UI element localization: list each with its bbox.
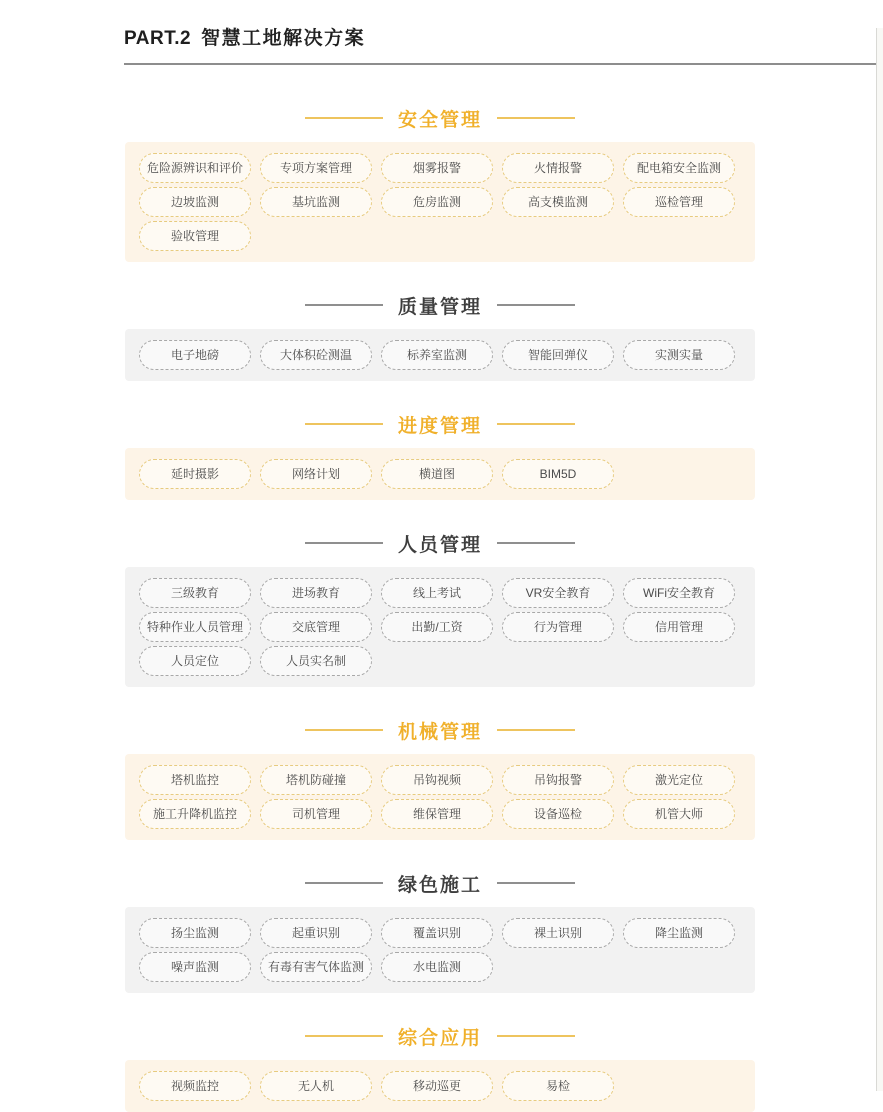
solution-tag: 无人机 xyxy=(260,1071,372,1101)
solution-tag: 线上考试 xyxy=(381,578,493,608)
solution-tag: 人员定位 xyxy=(139,646,251,676)
solution-tag: 横道图 xyxy=(381,459,493,489)
section-tags-box xyxy=(125,329,755,381)
solution-tag: 基坑监测 xyxy=(260,187,372,217)
solution-tag: 激光定位 xyxy=(623,765,735,795)
solution-tag: 吊钩报警 xyxy=(502,765,614,795)
page-edge-strip xyxy=(877,28,883,1091)
title-line-right xyxy=(497,729,575,731)
title-line-right xyxy=(497,1035,575,1037)
title-line-left xyxy=(305,423,383,425)
solution-tag: 进场教育 xyxy=(260,578,372,608)
solution-section-green-construction xyxy=(125,870,755,993)
solution-tag: 维保管理 xyxy=(381,799,493,829)
solution-section-progress xyxy=(125,411,755,500)
solution-tag: 噪声监测 xyxy=(139,952,251,982)
section-title: 质量管理 xyxy=(397,296,482,318)
section-tags-box xyxy=(125,142,755,262)
title-line-right xyxy=(497,882,575,884)
solution-tag: 延时摄影 xyxy=(139,459,251,489)
solution-section-safety xyxy=(125,105,755,262)
page-title xyxy=(124,28,876,51)
solution-tag: 大体积砼测温 xyxy=(260,340,372,370)
section-title-row xyxy=(125,105,755,132)
solution-tag: 危房监测 xyxy=(381,187,493,217)
section-title: 人员管理 xyxy=(397,534,482,556)
solution-tag: 危险源辨识和评价 xyxy=(139,153,251,183)
solution-tag: 视频监控 xyxy=(139,1071,251,1101)
solution-tag: 设备巡检 xyxy=(502,799,614,829)
document-page xyxy=(0,28,883,1094)
solution-tag: 巡检管理 xyxy=(623,187,735,217)
solution-tag: 高支模监测 xyxy=(502,187,614,217)
section-title: 绿色施工 xyxy=(397,874,482,896)
section-title-row xyxy=(125,870,755,897)
solution-tag: 机管大师 xyxy=(623,799,735,829)
solution-tag: 电子地磅 xyxy=(139,340,251,370)
solution-tag: 施工升降机监控 xyxy=(139,799,251,829)
solution-section-personnel xyxy=(125,530,755,687)
section-tags-box xyxy=(125,567,755,687)
solution-tag: 水电监测 xyxy=(381,952,493,982)
solution-tag: 吊钩视频 xyxy=(381,765,493,795)
title-line-left xyxy=(305,882,383,884)
solution-tag: 司机管理 xyxy=(260,799,372,829)
title-line-left xyxy=(305,1035,383,1037)
section-title-row xyxy=(125,292,755,319)
solution-tag: 网络计划 xyxy=(260,459,372,489)
section-tags-box xyxy=(125,754,755,840)
page-header xyxy=(124,28,876,65)
part-label: PART.2 xyxy=(124,28,192,49)
solution-tag: 交底管理 xyxy=(260,612,372,642)
section-tags-box xyxy=(125,907,755,993)
section-title-row xyxy=(125,717,755,744)
solution-section-machinery xyxy=(125,717,755,840)
section-title: 综合应用 xyxy=(397,1027,482,1049)
solution-tag: 烟雾报警 xyxy=(381,153,493,183)
solution-tag: 出勤/工资 xyxy=(381,612,493,642)
section-title: 机械管理 xyxy=(397,721,482,743)
solution-tag: 信用管理 xyxy=(623,612,735,642)
section-title-row xyxy=(125,530,755,557)
title-line-right xyxy=(497,542,575,544)
title-line-right xyxy=(497,117,575,119)
solution-section-quality xyxy=(125,292,755,381)
solution-tag: 行为管理 xyxy=(502,612,614,642)
solution-tag: 验收管理 xyxy=(139,221,251,251)
solution-tag: 降尘监测 xyxy=(623,918,735,948)
section-title: 安全管理 xyxy=(397,109,482,131)
solution-tag: 智能回弹仪 xyxy=(502,340,614,370)
section-tags-box xyxy=(125,1060,755,1112)
solution-section-applications xyxy=(125,1023,755,1112)
section-title: 进度管理 xyxy=(397,415,482,437)
solution-tag: 移动巡更 xyxy=(381,1071,493,1101)
title-line-left xyxy=(305,542,383,544)
solution-tag: 边坡监测 xyxy=(139,187,251,217)
solution-tag: 起重识别 xyxy=(260,918,372,948)
solution-tag: 特种作业人员管理 xyxy=(139,612,251,642)
solution-tag: 配电箱安全监测 xyxy=(623,153,735,183)
title-line-right xyxy=(497,423,575,425)
solution-tag: 易检 xyxy=(502,1071,614,1101)
solutions-list xyxy=(125,105,755,1112)
section-title-row xyxy=(125,411,755,438)
solution-tag: 扬尘监测 xyxy=(139,918,251,948)
solution-tag: 火情报警 xyxy=(502,153,614,183)
title-line-left xyxy=(305,117,383,119)
solution-tag: 裸土识别 xyxy=(502,918,614,948)
solution-tag: 人员实名制 xyxy=(260,646,372,676)
section-title-row xyxy=(125,1023,755,1050)
page-title-text: 智慧工地解决方案 xyxy=(201,28,366,49)
section-tags-box xyxy=(125,448,755,500)
solution-tag: 覆盖识别 xyxy=(381,918,493,948)
page-edge-line xyxy=(876,28,877,1091)
solution-tag: WiFi安全教育 xyxy=(623,578,735,608)
solution-tag: 专项方案管理 xyxy=(260,153,372,183)
solution-tag: 三级教育 xyxy=(139,578,251,608)
solution-tag: BIM5D xyxy=(502,459,614,489)
solution-tag: 塔机监控 xyxy=(139,765,251,795)
solution-tag: 有毒有害气体监测 xyxy=(260,952,372,982)
title-line-left xyxy=(305,729,383,731)
solution-tag: 标养室监测 xyxy=(381,340,493,370)
solution-tag: 实测实量 xyxy=(623,340,735,370)
solution-tag: 塔机防碰撞 xyxy=(260,765,372,795)
solution-tag: VR安全教育 xyxy=(502,578,614,608)
title-line-left xyxy=(305,304,383,306)
header-divider xyxy=(124,63,876,65)
title-line-right xyxy=(497,304,575,306)
